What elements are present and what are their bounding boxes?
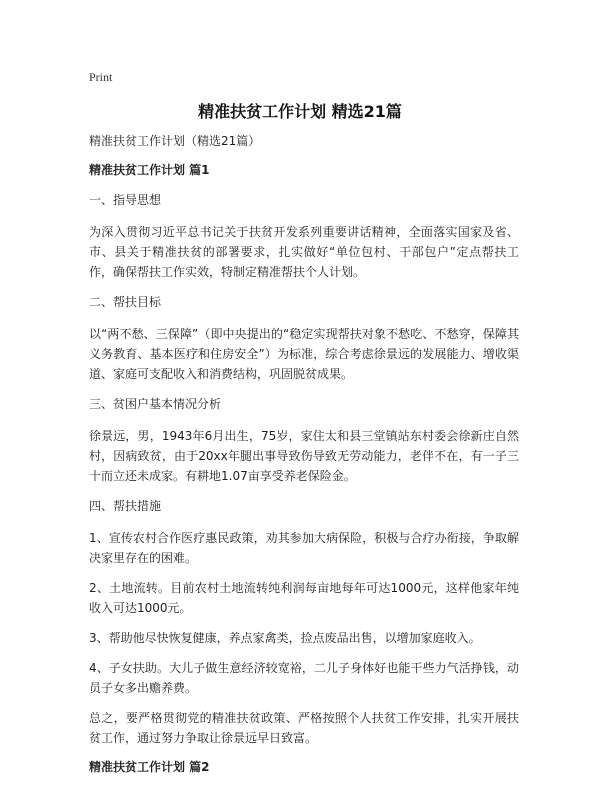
summary-paragraph: 总之，要严格贯彻党的精准扶贫政策、严格按照个人扶贫工作安排，扎实开展扶贫工作，通过努力争取让徐景远早日致富。 — [89, 711, 519, 745]
subheading-measures: 四、帮扶措施 — [89, 499, 162, 513]
paragraph-goal: 以“两不愁、三保障”（即中央提出的“稳定实现帮扶对象不愁吃、不愁穿，保障其义务教育、基本医疗和住房安全”）为标准，综合考虑徐景远的发展能力、增收渠道、家庭可支配收入和消费结构，巩固脱贫成果。 — [89, 327, 519, 381]
print-label: Print — [89, 70, 113, 84]
section-title-1: 精准扶贫工作计划 篇1 — [89, 163, 210, 177]
measure-item-4: 4、子女扶助。大儿子做生意经济较宽裕，二儿子身体好也能干些力气活挣钱，动员子女多出赡养费。 — [89, 661, 519, 695]
page-title: 精准扶贫工作计划 精选21篇 — [198, 102, 402, 121]
measure-item-2: 2、土地流转。目前农村土地流转纯利润每亩地每年可达1000元，这样他家年纯收入可达1000元。 — [89, 581, 519, 615]
paragraph-guiding-thought: 为深入贯彻习近平总书记关于扶贫开发系列重要讲话精神，全面落实国家及省、市、县关于精准扶贫的部署要求，扎实做好“单位包村、干部包户”定点帮扶工作，确保帮扶工作实效，特制定精准帮扶个人计划。 — [89, 225, 519, 279]
subheading-household-analysis: 三、贫困户基本情况分析 — [89, 397, 222, 411]
subheading-guiding-thought: 一、指导思想 — [89, 193, 162, 207]
section-title-2: 精准扶贫工作计划 篇2 — [89, 760, 210, 774]
measure-item-1: 1、宣传农村合作医疗惠民政策，劝其参加大病保险，积极与合疗办衔接，争取解决家里存在的困难。 — [89, 531, 519, 565]
paragraph-household-analysis: 徐景远，男，1943年6月出生，75岁，家住太和县三堂镇站东村委会徐新庄自然村，因病致贫，由于20xx年腿出事导致伤导致无劳动能力，老伴不在，有一子三十而立还未成家。有耕地1.07亩享受养老保险金。 — [89, 429, 519, 483]
measure-item-3: 3、帮助他尽快恢复健康，养点家禽类，捡点废品出售，以增加家庭收入。 — [89, 631, 481, 645]
document-body — [89, 131, 519, 787]
intro-line: 精准扶贫工作计划（精选21篇） — [89, 134, 261, 148]
subheading-goal: 二、帮扶目标 — [89, 295, 162, 309]
